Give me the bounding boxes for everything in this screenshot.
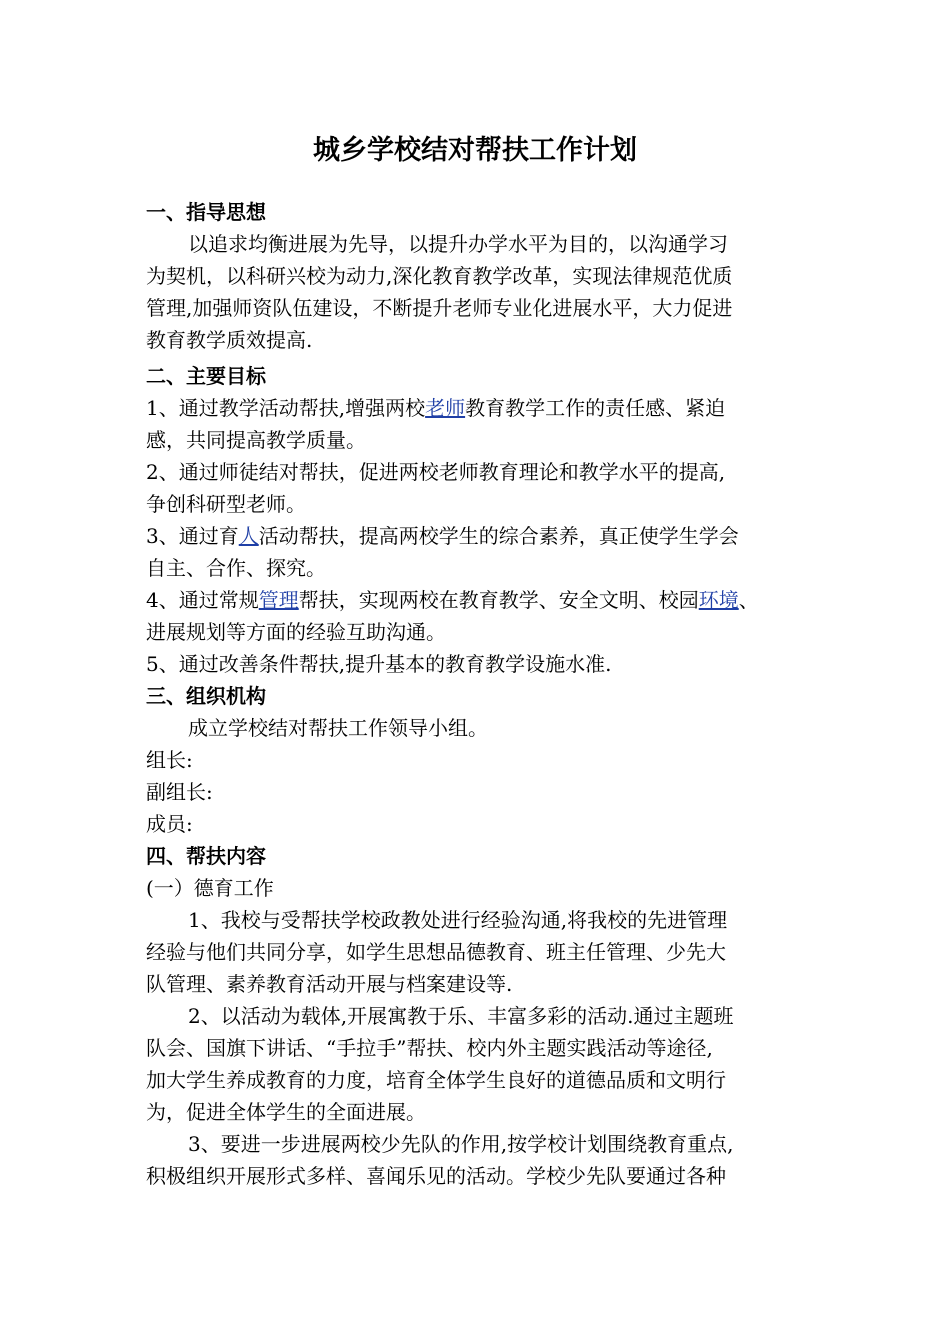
organization-intro: 成立学校结对帮扶工作领导小组。 <box>188 716 488 740</box>
goal-item-1-cont: 感，共同提高教学质量。 <box>146 428 366 452</box>
vice-leader-label: 副组长: <box>146 780 213 804</box>
paragraph-line: 以追求均衡进展为先导，以提升办学水平为目的，以沟通学习 <box>188 232 728 256</box>
goal-text: 1、通过教学活动帮扶,增强两校 <box>146 396 426 420</box>
goal-item-5: 5、通过改善条件帮扶,提升基本的教育教学设施水准. <box>146 652 612 676</box>
goal-text: 、 <box>738 588 759 612</box>
section-assistance-content <box>146 840 806 1192</box>
person-link[interactable]: 人 <box>238 524 259 548</box>
goal-item-3-cont: 自主、合作、探究。 <box>146 556 326 580</box>
section-main-goals <box>146 360 806 680</box>
leader-label: 组长: <box>146 748 193 772</box>
paragraph-line: 加大学生养成教育的力度，培育全体学生良好的道德品质和文明行 <box>146 1068 726 1092</box>
section-heading: 三、组织机构 <box>146 684 266 708</box>
section-organization <box>146 680 806 840</box>
goal-item-4 <box>146 584 806 616</box>
paragraph-line: 为，促进全体学生的全面进展。 <box>146 1100 426 1124</box>
management-link[interactable]: 管理 <box>258 588 299 612</box>
section-heading: 一、指导思想 <box>146 200 266 224</box>
section-guiding-thought <box>146 196 806 356</box>
section-heading: 二、主要目标 <box>146 364 266 388</box>
members-label: 成员: <box>146 812 193 836</box>
paragraph-line: 1、我校与受帮扶学校政教处进行经验沟通,将我校的先进管理 <box>188 908 728 932</box>
goal-item-4-cont: 进展规划等方面的经验互助沟通。 <box>146 620 446 644</box>
paragraph-line: 为契机，以科研兴校为动力,深化教育教学改革，实现法律规范优质 <box>146 264 733 288</box>
paragraph-line: 经验与他们共同分享，如学生思想品德教育、班主任管理、少先大 <box>146 940 726 964</box>
paragraph-line: 积极组织开展形式多样、喜闻乐见的活动。学校少先队要通过各种 <box>146 1164 726 1188</box>
teacher-link[interactable]: 老师 <box>425 396 466 420</box>
goal-item-2-cont: 争创科研型老师。 <box>146 492 306 516</box>
paragraph-line: 管理,加强师资队伍建设，不断提升老师专业化进展水平，大力促进 <box>146 296 733 320</box>
paragraph-line: 教育教学质效提高. <box>146 328 313 352</box>
goal-item-3 <box>146 520 806 552</box>
goal-text: 帮扶，实现两校在教育教学、安全文明、校园 <box>298 588 699 612</box>
document-title: 城乡学校结对帮扶工作计划 <box>313 135 637 166</box>
paragraph-line: 2、以活动为载体,开展寓教于乐、丰富多彩的活动.通过主题班 <box>188 1004 734 1028</box>
goal-text: 3、通过育 <box>146 524 239 548</box>
paragraph-line: 队会、国旗下讲话、“手拉手”帮扶、校内外主题实践活动等途径, <box>146 1036 713 1060</box>
environment-link[interactable]: 环境 <box>698 588 739 612</box>
paragraph-line: 3、要进一步进展两校少先队的作用,按学校计划围绕教育重点, <box>188 1132 734 1156</box>
goal-text: 教育教学工作的责任感、紧迫 <box>465 396 726 420</box>
goal-text: 活动帮扶，提高两校学生的综合素养，真正使学生学会 <box>258 524 739 548</box>
goal-item-2: 2、通过师徒结对帮扶，促进两校老师教育理论和教学水平的提高, <box>146 460 726 484</box>
goal-text: 4、通过常规 <box>146 588 259 612</box>
subsection-heading: (一）德育工作 <box>146 876 274 900</box>
paragraph-line: 队管理、素养教育活动开展与档案建设等. <box>146 972 513 996</box>
goal-item-1 <box>146 392 806 424</box>
section-heading: 四、帮扶内容 <box>146 844 266 868</box>
